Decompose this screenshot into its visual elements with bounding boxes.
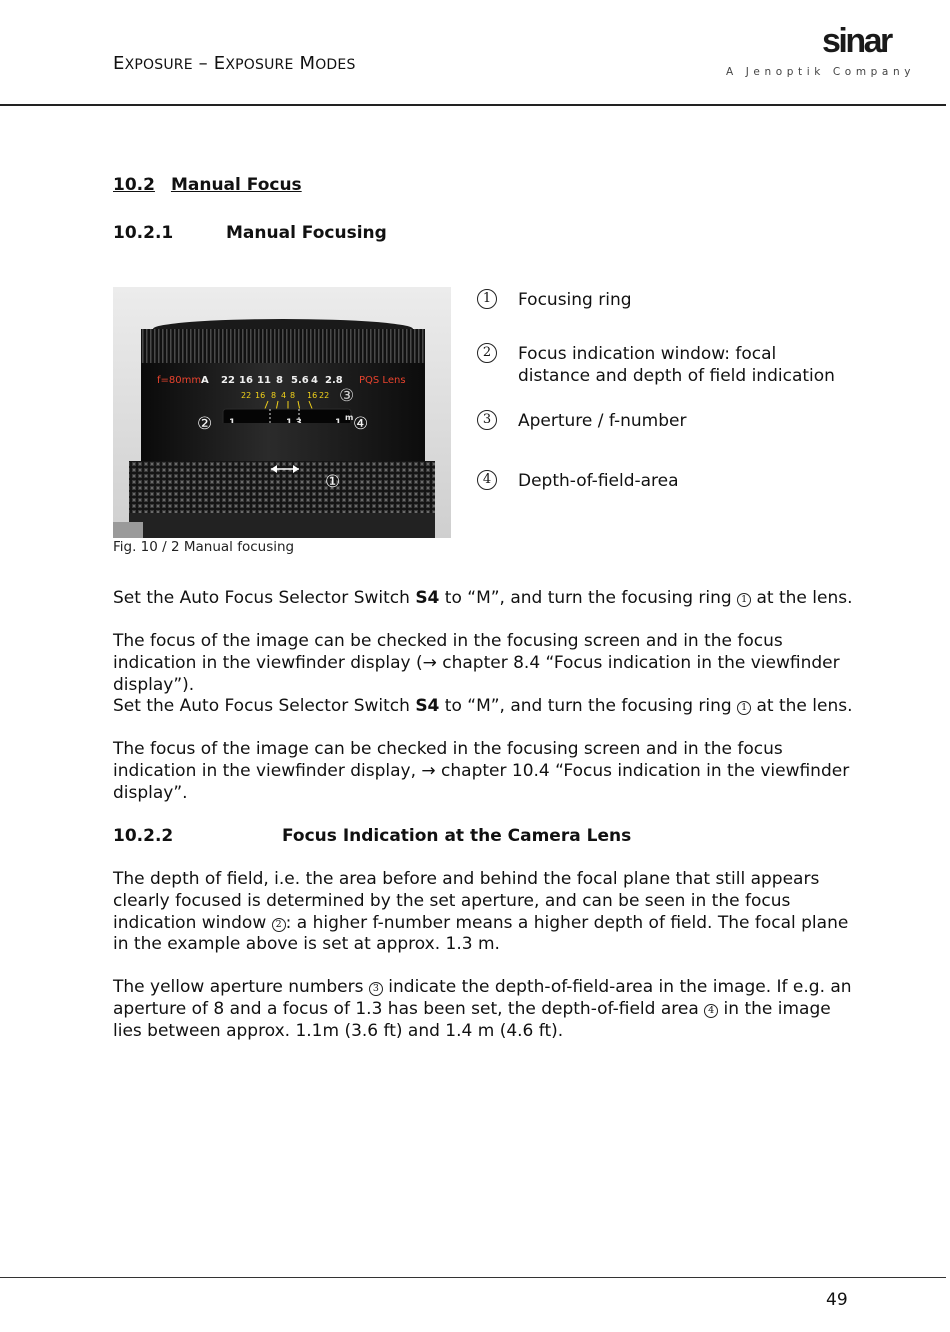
dof-tick: 8: [271, 391, 277, 400]
paragraph: The yellow aperture numbers 3 indicate the depth-of-field-area in the image. If e.g. an aperture of 8 and a focus of 1.3 has been set, the depth-of-field area 4 in the image lies between approx. 1.1m (3.6 ft) and 1.4 m (4.6 ft).: [113, 977, 852, 1041]
dof-tick: 8: [290, 391, 296, 400]
subsection-number: 10.2.1: [113, 223, 174, 243]
legend-text: Focusing ring: [518, 290, 632, 310]
sinar-logo: sinar: [822, 22, 891, 60]
callout-3: ③: [339, 386, 355, 406]
circled-number: 1: [737, 593, 751, 607]
dof-tick: 22: [319, 391, 330, 400]
running-header: EXPOSURE – EXPOSURE MODES: [113, 53, 356, 74]
aperture-tick: 8: [276, 375, 283, 386]
callout-4: ④: [353, 414, 369, 434]
paragraph: The focus of the image can be checked in the focusing screen and in the focus indication in the viewfinder display, → chapter 10.4 “Focus indication in the viewfinder display”.: [113, 739, 850, 803]
paragraph: The depth of field, i.e. the area before and behind the focal plane that still appears clearly focused is determined by the set aperture, and can be seen in the focus indication window 2 : a higher f-number means a higher depth of field. The focal plane in the example above is set at approx. 1.3 m.: [113, 869, 849, 955]
header-divider: [0, 104, 946, 106]
aperture-tick: 2.8: [325, 375, 343, 386]
dof-tick: 22: [241, 391, 252, 400]
figure-caption: Fig. 10 / 2 Manual focusing: [113, 539, 295, 555]
aperture-tick: 4: [311, 375, 318, 386]
legend-text: Aperture / f-number: [518, 411, 687, 431]
callout-1: ①: [325, 472, 341, 492]
aperture-tick: 16: [239, 375, 253, 386]
legend-text: Depth-of-field-area: [518, 471, 679, 491]
paragraph: Set the Auto Focus Selector Switch S4 to “M”, and turn the focusing ring 1 at the lens.: [113, 588, 853, 608]
logo-tagline: A Jenoptik Company: [726, 66, 916, 78]
paragraph: The focus of the image can be checked in the focusing screen and in the focus indication in the viewfinder display (→ chapter 8.4 “Focus indication in the viewfinder display”).: [113, 631, 840, 695]
dof-tick: 16: [307, 391, 318, 400]
circled-number: 1: [737, 701, 751, 715]
dof-tick: 16: [255, 391, 266, 400]
callout-2: ②: [197, 414, 213, 434]
paragraph: Set the Auto Focus Selector Switch S4 to “M”, and turn the focusing ring 1 at the lens.: [113, 696, 853, 716]
aperture-tick: 11: [257, 375, 271, 386]
subsection-number: 10.2.2: [113, 826, 174, 846]
lens-brand-label: PQS Lens: [359, 375, 406, 386]
circled-number: 2: [272, 918, 286, 932]
footer-divider: [0, 1277, 946, 1278]
legend-number: 4: [477, 470, 497, 490]
page-number: 49: [826, 1290, 848, 1310]
aperture-tick: 5.6: [291, 375, 309, 386]
aperture-tick: A: [201, 375, 209, 386]
legend-number: 2: [477, 343, 497, 363]
subsection-title: Focus Indication at the Camera Lens: [282, 826, 632, 846]
legend-number: 3: [477, 410, 497, 430]
legend-number: 1: [477, 289, 497, 309]
section-heading: 10.2 Manual Focus: [113, 175, 302, 195]
lens-photo: [113, 287, 451, 538]
circled-number: 4: [704, 1004, 718, 1018]
legend-text: Focus indication window: focal distance and depth of field indication: [518, 344, 835, 386]
dof-tick: 4: [281, 391, 287, 400]
focal-length-label: f=80mm: [157, 375, 202, 386]
subsection-title: Manual Focusing: [226, 223, 387, 243]
circled-number: 3: [369, 982, 383, 996]
aperture-tick: 22: [221, 375, 235, 386]
distance-unit: m: [345, 413, 354, 422]
